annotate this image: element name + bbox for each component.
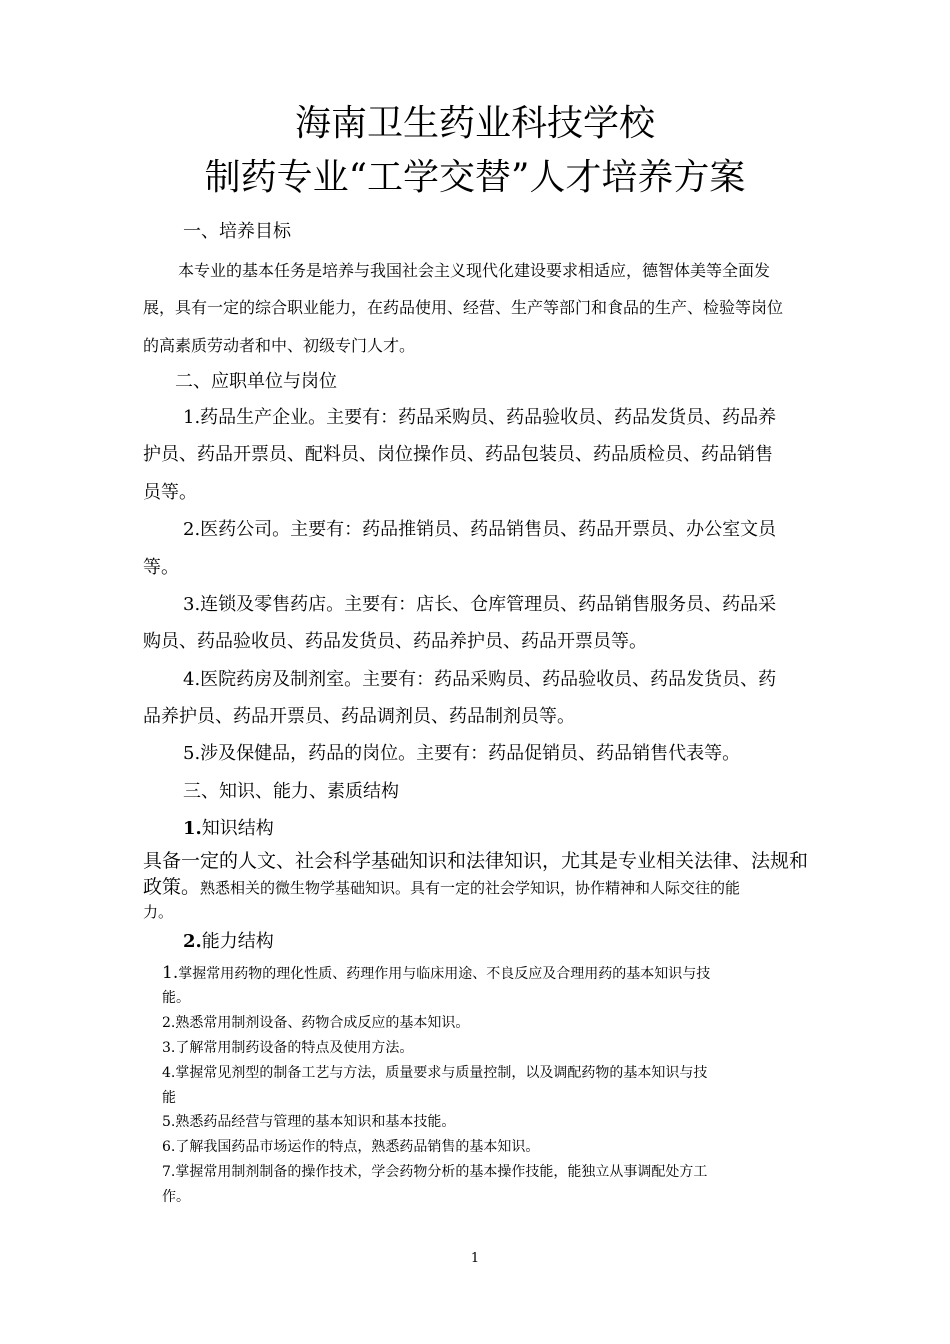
section-heading-goals: 一、培养目标 bbox=[183, 221, 291, 242]
page-number: 1 bbox=[470, 1251, 480, 1266]
list-text: 掌握常用药物的理化性质、药理作用与临床用途、不良反应及合理用药的基本知识与技 bbox=[178, 966, 711, 982]
paragraph-line: 力。 bbox=[143, 903, 174, 921]
list-item: 护员、药品开票员、配料员、岗位操作员、药品包装员、药品质检员、药品销售 bbox=[143, 444, 773, 465]
subheading-number: 2. bbox=[183, 931, 202, 952]
subheading-ability bbox=[183, 929, 850, 955]
paragraph-line: 展，具有一定的综合职业能力，在药品使用、经营、生产等部门和食品的生产、检验等岗位 bbox=[143, 298, 784, 317]
list-item: 5.涉及保健品，药品的岗位。主要有：药品促销员、药品销售代表等。 bbox=[183, 743, 741, 764]
subheading-knowledge bbox=[183, 816, 850, 842]
document-title: 制药专业“工学交替”人才培养方案 bbox=[204, 157, 746, 198]
section-heading-structure: 三、知识、能力、素质结构 bbox=[183, 781, 399, 802]
list-item: 作。 bbox=[162, 1189, 190, 1205]
list-item: 能 bbox=[162, 1090, 176, 1106]
paragraph-line: 具备一定的人文、社会科学基础知识和法律知识，尤其是专业相关法律、法规和 bbox=[143, 850, 809, 872]
list-item: 2.医药公司。主要有：药品推销员、药品销售员、药品开票员、办公室文员 bbox=[183, 519, 777, 540]
list-item: 品养护员、药品开票员、药品调剂员、药品制剂员等。 bbox=[143, 706, 575, 727]
list-item: 6.了解我国药品市场运作的特点，熟悉药品销售的基本知识。 bbox=[162, 1139, 540, 1155]
list-item: 4.掌握常见剂型的制备工艺与方法，质量要求与质量控制，以及调配药物的基本知识与技 bbox=[162, 1065, 708, 1081]
subheading-number: 1. bbox=[183, 818, 202, 839]
list-item: 员等。 bbox=[143, 482, 197, 503]
text-span: 政策。 bbox=[143, 876, 201, 898]
list-number: 1. bbox=[162, 963, 179, 983]
list-item: 5.熟悉药品经营与管理的基本知识和基本技能。 bbox=[162, 1114, 456, 1130]
list-item: 3.连锁及零售药店。主要有：店长、仓库管理员、药品销售服务员、药品采 bbox=[183, 594, 777, 615]
paragraph-line: 本专业的基本任务是培养与我国社会主义现代化建设要求相适应，德智体美等全面发 bbox=[178, 261, 771, 280]
paragraph-line bbox=[143, 874, 810, 901]
list-item: 4.医院药房及制剂室。主要有：药品采购员、药品验收员、药品发货员、药 bbox=[183, 669, 777, 690]
school-title: 海南卫生药业科技学校 bbox=[294, 103, 655, 144]
subheading-label: 知识结构 bbox=[201, 818, 274, 839]
list-item: 等。 bbox=[143, 557, 179, 578]
list-item: 购员、药品验收员、药品发货员、药品养护员、药品开票员等。 bbox=[143, 631, 647, 652]
list-item bbox=[162, 962, 829, 985]
paragraph-line: 的高素质劳动者和中、初级专门人才。 bbox=[143, 336, 416, 355]
subheading-label: 能力结构 bbox=[201, 931, 274, 952]
list-item: 2.熟悉常用制剂设备、药物合成反应的基本知识。 bbox=[162, 1015, 470, 1031]
text-span: 熟悉相关的微生物学基础知识。具有一定的社会学知识，协作精神和人际交往的能 bbox=[200, 879, 741, 897]
list-item: 能。 bbox=[162, 990, 190, 1006]
list-item: 7.掌握常用制剂制备的操作技术，学会药物分析的基本操作技能，能独立从事调配处方工 bbox=[162, 1164, 708, 1180]
section-heading-positions: 二、应职单位与岗位 bbox=[175, 371, 337, 392]
list-item: 3.了解常用制药设备的特点及使用方法。 bbox=[162, 1040, 414, 1056]
list-item: 1.药品生产企业。主要有：药品采购员、药品验收员、药品发货员、药品养 bbox=[183, 407, 777, 428]
